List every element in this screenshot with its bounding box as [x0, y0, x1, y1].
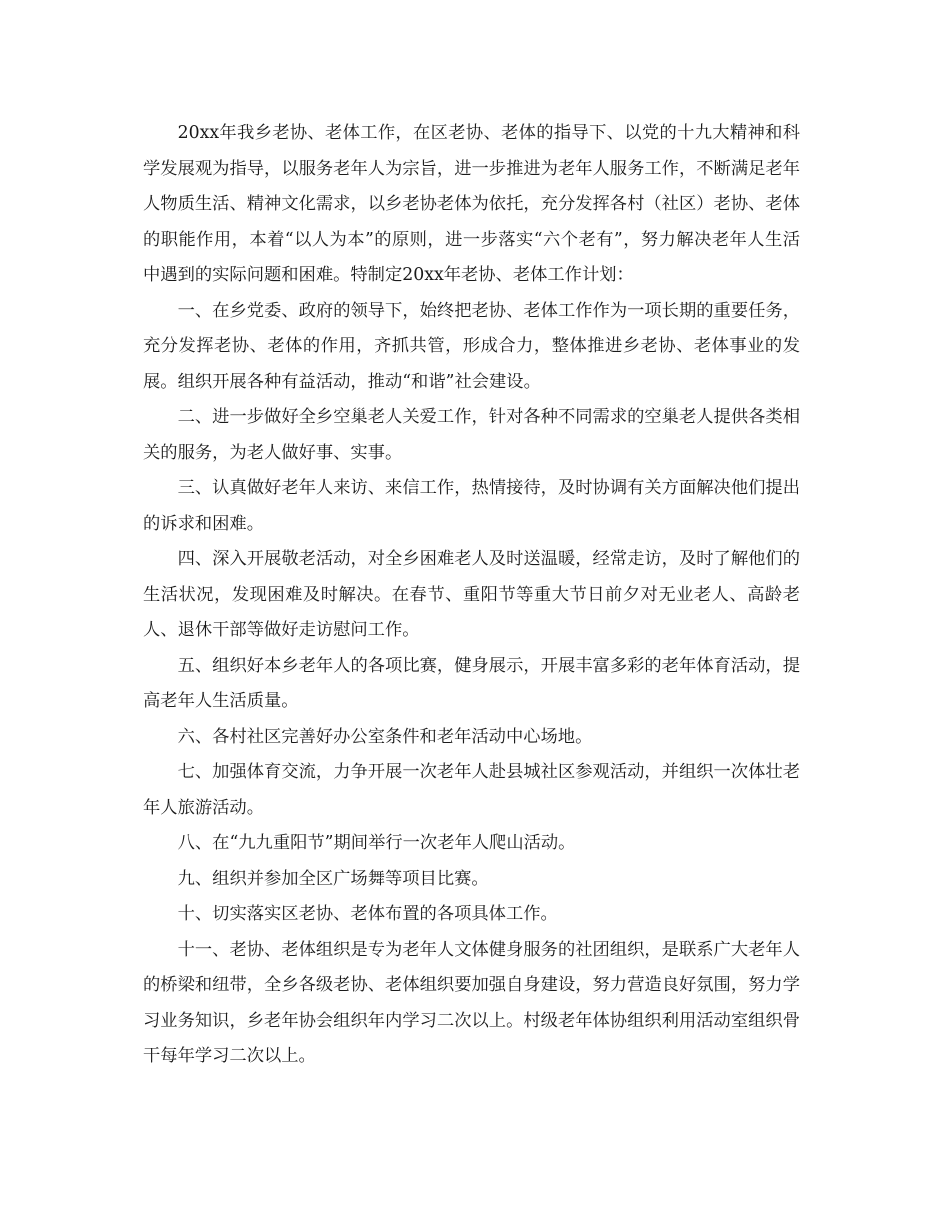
paragraph-item-10: 十、切实落实区老协、老体布置的各项具体工作。	[177, 904, 558, 924]
paragraph-item-5: 五、组织好本乡老年人的各项比赛，健身展示，开展丰富多彩的老年体育活动，提高老年人生活质量。	[143, 655, 800, 711]
paragraph-item-3: 三、认真做好老年人来访、来信工作，热情接待，及时协调有关方面解决他们提出的诉求和困难。	[143, 478, 800, 534]
paragraph-item-4: 四、深入开展敬老活动，对全乡困难老人及时送温暖，经常走访，及时了解他们的生活状况，发现困难及时解决。在春节、重阳节等重大节日前夕对无业老人、高龄老人、退休干部等做好走访慰问工作。	[143, 549, 800, 640]
paragraph-item-11: 十一、老协、老体组织是专为老年人文体健身服务的社团组织，是联系广大老年人的桥梁和纽带，全乡各级老协、老体组织要加强自身建设，努力营造良好氛围，努力学习业务知识，乡老年协会组织年内学习二次以上。村级老年体协组织利用活动室组织骨干每年学习二次以上。	[143, 939, 800, 1066]
paragraph-item-8: 八、在“九九重阳节”期间举行一次老年人爬山活动。	[177, 833, 576, 853]
paragraph-item-6: 六、各村社区完善好办公室条件和老年活动中心场地。	[177, 726, 593, 747]
paragraph-item-7: 七、加强体育交流，力争开展一次老年人赴县城社区参观活动，并组织一次体壮老年人旅游活动。	[143, 762, 800, 818]
paragraph-item-2: 二、进一步做好全乡空巢老人关爱工作，针对各种不同需求的空巢老人提供各类相关的服务，为老人做好事、实事。	[143, 407, 800, 463]
paragraph-item-1: 一、在乡党委、政府的领导下，始终把老协、老体工作作为一项长期的重要任务，充分发挥老协、老体的作用，齐抓共管，形成合力，整体推进乡老协、老体事业的发展。组织开展各种有益活动，推动“和谐”社会建设。	[143, 300, 800, 392]
paragraph-intro: 20xx年我乡老协、老体工作，在区老协、老体的指导下、以党的十九大精神和科学发展观为指导，以服务老年人为宗旨，进一步推进为老年人服务工作，不断满足老年人物质生活、精神文化需求，以乡老协老体为依托，充分发挥各村（社区）老协、老体的职能作用，本着“以人为本”的原则，进一步落实“六个老有”，努力解决老年人生活中遇到的实际问题和困难。特制定20xx年老协、老体工作计划：	[143, 123, 800, 285]
paragraph-item-9: 九、组织并参加全区广场舞等项目比赛。	[177, 868, 489, 889]
document-body	[143, 116, 800, 1075]
